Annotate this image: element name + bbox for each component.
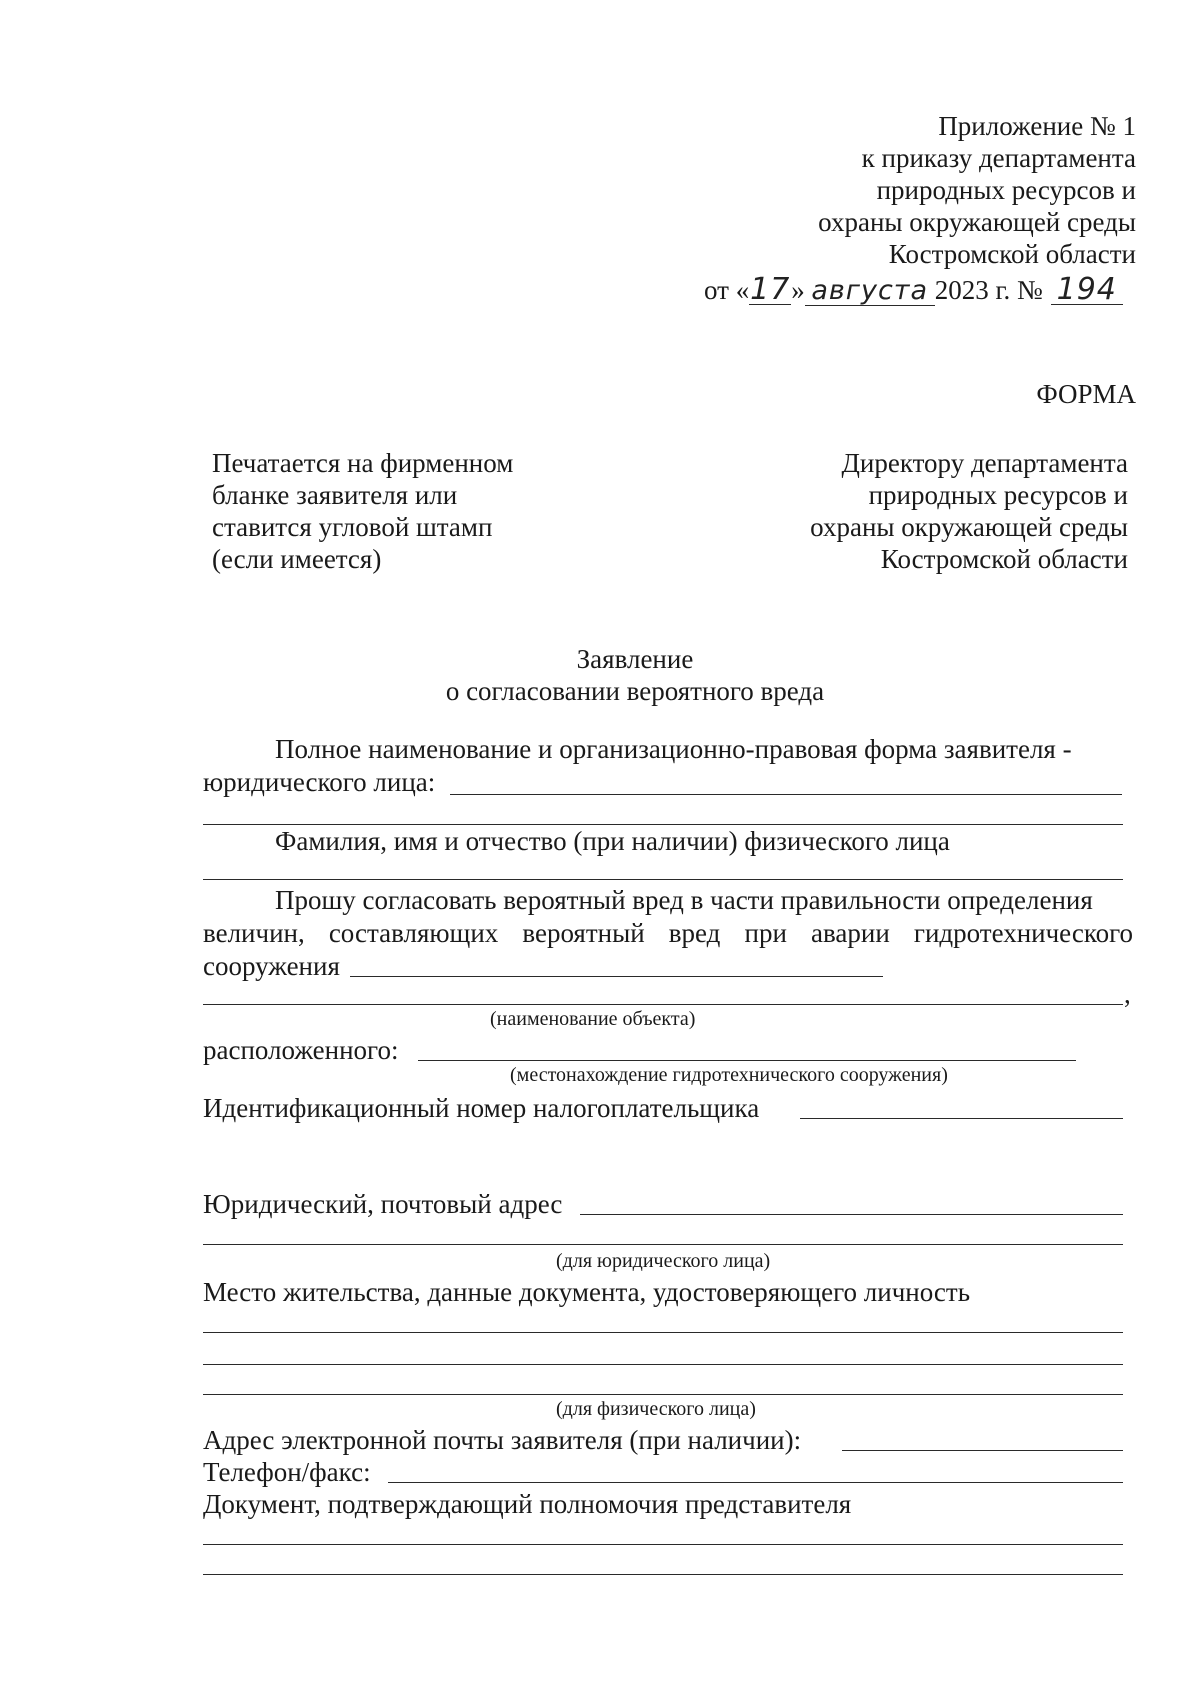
legal-address-label: Юридический, почтовый адрес [203,1189,563,1219]
word: составляющих [328,918,499,948]
phone-field[interactable] [388,1482,1123,1483]
hint-individual: (для физического лица) [556,1398,756,1420]
legal-entity-name-label: Полное наименование и организационно-правовая форма заявителя - [275,734,1072,764]
word: при [744,918,787,948]
legal-entity-label-cont: юридического лица: [203,767,436,797]
date-prefix: от « [704,275,750,305]
residence-field-1[interactable] [203,1332,1123,1333]
header-line-4: охраны окружающей среды [818,207,1136,237]
left-note-line-4: (если имеется) [212,544,382,574]
addressee-line-1: Директору департамента [841,448,1128,478]
hint-legal-entity: (для юридического лица) [556,1250,771,1272]
inn-field[interactable] [800,1118,1123,1119]
request-paragraph-line-2 [203,917,1133,949]
location-field[interactable] [418,1060,1076,1061]
addressee-line-3: охраны окружающей среды [810,512,1128,542]
left-note-line-1: Печатается на фирменном [212,448,514,478]
legal-address-field[interactable] [580,1214,1123,1215]
word: вероятный [522,918,645,948]
request-paragraph-line-3: сооружения [203,951,340,981]
authority-document-field-2[interactable] [203,1574,1123,1575]
forma-label: ФОРМА [1036,379,1136,409]
located-label: расположенного: [203,1035,399,1065]
legal-address-field-2[interactable] [203,1244,1123,1245]
request-paragraph-line-1: Прошу согласовать вероятный вред в части правильности определения [275,885,1093,915]
document-title: Заявление [576,644,694,674]
phone-label: Телефон/факс: [203,1457,371,1487]
email-field[interactable] [842,1450,1123,1451]
legal-entity-name-field[interactable] [450,794,1122,795]
individual-name-label: Фамилия, имя и отчество (при наличии) физического лица [275,826,950,856]
structure-name-field[interactable] [350,976,883,977]
header-line-5: Костромской области [888,239,1136,269]
hint-object-name: (наименование объекта) [490,1008,696,1030]
date-year: 2023 г. № [934,275,1043,305]
left-note-line-3: ставится угловой штамп [212,512,493,542]
header-line-3: природных ресурсов и [876,175,1136,205]
authority-document-field-1[interactable] [203,1544,1123,1545]
inn-label: Идентификационный номер налогоплательщика [203,1093,760,1123]
email-label: Адрес электронной почты заявителя (при наличии): [203,1425,802,1455]
authority-document-label: Документ, подтверждающий полномочия представителя [203,1489,852,1519]
date-mid: » [791,275,805,305]
comma: , [1124,979,1131,1009]
appendix-number: Приложение № 1 [938,111,1136,141]
residence-field-2[interactable] [203,1364,1123,1365]
addressee-line-2: природных ресурсов и [868,480,1128,510]
order-date-line [704,274,1123,306]
header-line-2: к приказу департамента [861,143,1136,173]
left-note-line-2: бланке заявителя или [212,480,458,510]
residence-label: Место жительства, данные документа, удостоверяющего личность [203,1277,971,1307]
residence-field-3[interactable] [203,1394,1123,1395]
hint-location: (местонахождение гидротехнического сооружения) [510,1064,948,1086]
document-subtitle: о согласовании вероятного вреда [445,676,825,706]
handwritten-month: августа [805,277,935,306]
structure-name-field-2[interactable] [203,1004,1123,1005]
handwritten-order-number: 194 [1051,276,1123,305]
handwritten-day: 17 [750,272,791,307]
word: вред [668,918,721,948]
word: величин, [203,918,305,948]
addressee-line-4: Костромской области [880,544,1128,574]
word: гидротехнического [913,918,1133,948]
word: аварии [811,918,890,948]
individual-name-field[interactable] [203,879,1123,880]
